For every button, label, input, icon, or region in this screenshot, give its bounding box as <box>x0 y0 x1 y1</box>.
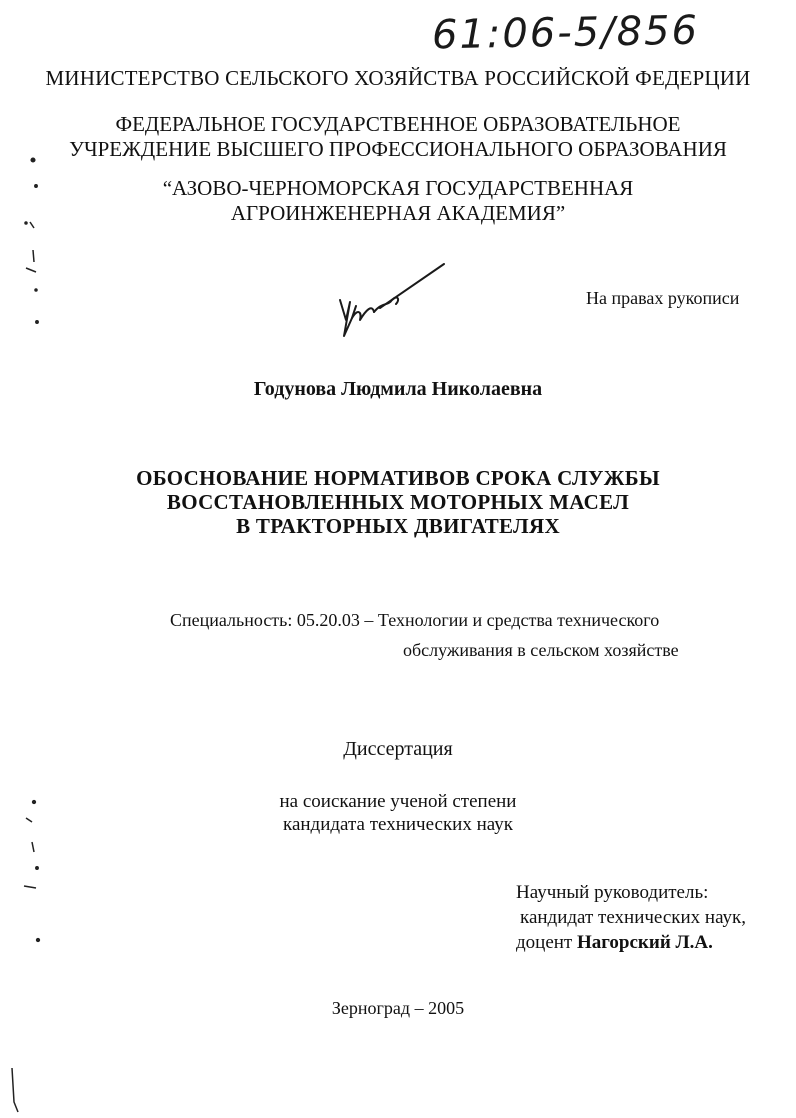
specialty-line-2: обслуживания в сельском хозяйстве <box>403 640 679 660</box>
specialty-line-1: Специальность: 05.20.03 – Технологии и средства технического <box>170 610 660 630</box>
place-year: Зерноград – 2005 <box>331 998 465 1018</box>
rights-note: На правах рукописи <box>586 288 740 308</box>
title-line-1: ОБОСНОВАНИЕ НОРМАТИВОВ СРОКА СЛУЖБЫ <box>136 466 660 490</box>
supervisor-degree: кандидат технических наук, <box>520 907 747 928</box>
margin-scan-marks <box>12 158 39 1112</box>
signature-icon <box>340 264 444 336</box>
academy-heading <box>0 176 796 226</box>
institution-line-2: УЧРЕЖДЕНИЕ ВЫСШЕГО ПРОФЕССИОНАЛЬНОГО ОБРАЗОВАНИЯ <box>69 137 727 161</box>
institution-line-1: ФЕДЕРАЛЬНОЕ ГОСУДАРСТВЕННОЕ ОБРАЗОВАТЕЛЬНОЕ <box>115 112 681 136</box>
ministry-heading: МИНИСТЕРСТВО СЕЛЬСКОГО ХОЗЯЙСТВА РОССИЙСКОЙ ФЕДЕРЦИИ <box>45 66 751 90</box>
supervisor-name: Нагорский Л.А. <box>577 932 713 953</box>
author-name: Годунова Людмила Николаевна <box>253 378 543 400</box>
degree-line-1: на соискание ученой степени <box>279 791 517 812</box>
academy-line-1: “АЗОВО-ЧЕРНОМОРСКАЯ ГОСУДАРСТВЕННАЯ <box>162 176 634 200</box>
dissertation-title <box>0 466 796 538</box>
title-line-2: ВОССТАНОВЛЕННЫХ МОТОРНЫХ МАСЕЛ <box>166 490 630 514</box>
supervisor-title-line <box>516 930 746 955</box>
degree-line-2: кандидата технических наук <box>283 814 513 835</box>
title-line-3: В ТРАКТОРНЫХ ДВИГАТЕЛЯХ <box>236 514 560 538</box>
degree-statement <box>0 790 796 836</box>
academy-line-2: АГРОИНЖЕНЕРНАЯ АКАДЕМИЯ” <box>230 201 566 225</box>
supervisor-block <box>516 880 746 955</box>
supervisor-title: доцент <box>516 932 573 953</box>
supervisor-label: Научный руководитель: <box>516 882 709 903</box>
document-type: Диссертация <box>343 738 453 760</box>
institution-heading <box>0 112 796 162</box>
archive-code-handwritten: 61:06-5/856 <box>431 7 700 59</box>
